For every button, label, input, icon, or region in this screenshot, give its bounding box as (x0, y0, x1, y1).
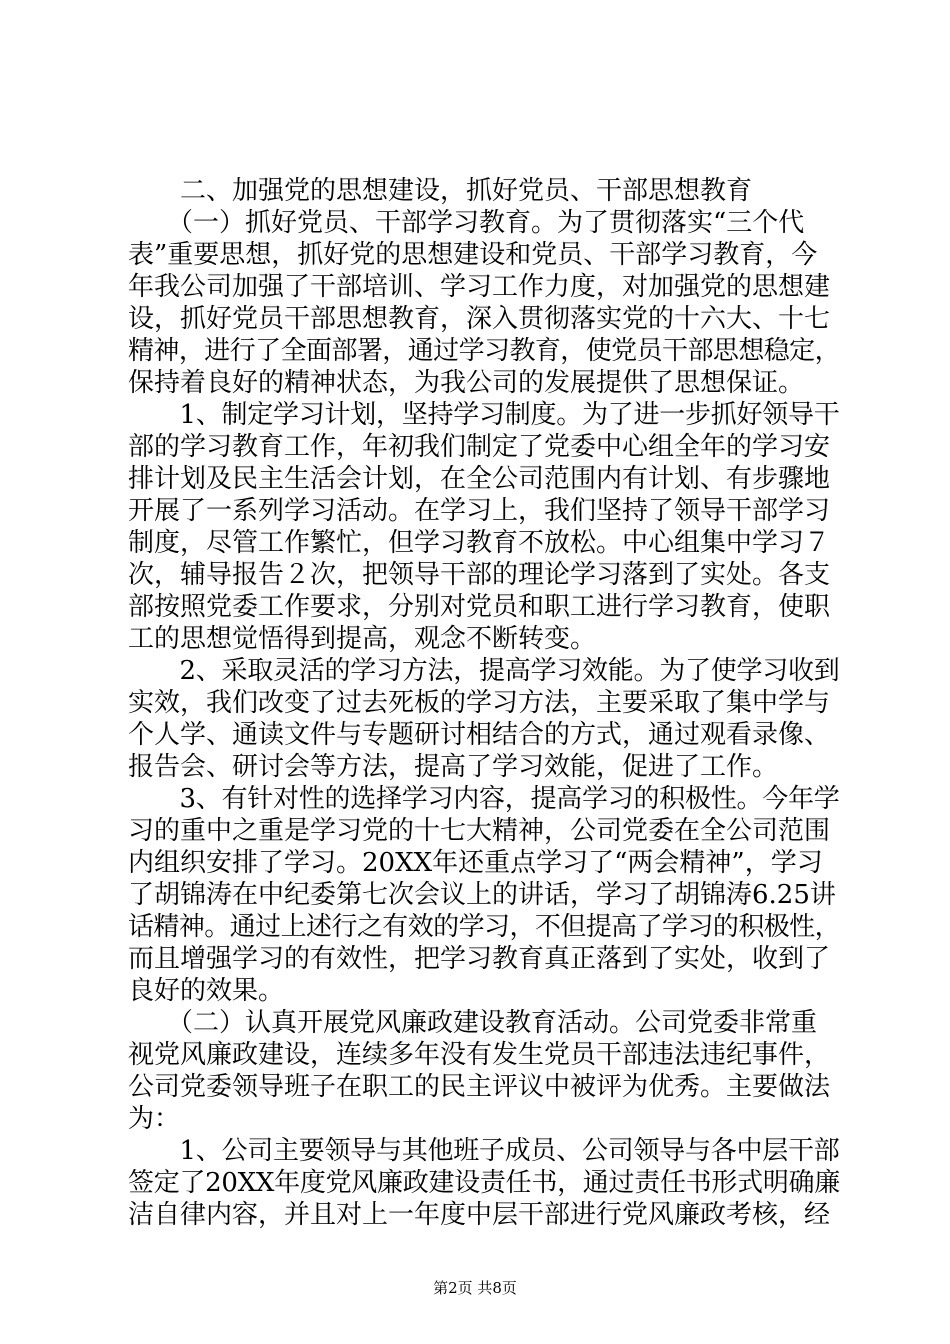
text-line: 而且增强学习的有效性，把学习教育真正落到了实处，收到了 (128, 944, 831, 974)
document-body (128, 175, 840, 1231)
text-line: 视党风廉政建设，连续多年没有发生党员干部违法违纪事件， (128, 1040, 831, 1070)
text-line: 2、采取灵活的学习方法，提高学习效能。为了使学习收到 (128, 656, 840, 686)
text-line: 次，辅导报告２次，把领导干部的理论学习落到了实处。各支 (128, 560, 831, 590)
text-line: 报告会、研讨会等方法，提高了学习效能，促进了工作。 (128, 752, 779, 782)
text-line: 公司党委领导班子在职工的民主评议中被评为优秀。主要做法 (128, 1072, 831, 1102)
text-line: 制度，尽管工作繁忙，但学习教育不放松。中心组集中学习７ (128, 528, 831, 558)
text-line: 习的重中之重是学习党的十七大精神，公司党委在全公司范围 (128, 816, 831, 846)
text-line: 设，抓好党员干部思想教育，深入贯彻落实党的十六大、十七 (128, 304, 831, 334)
text-line: 表”重要思想，抓好党的思想建设和党员、干部学习教育，今 (128, 240, 818, 270)
text-line: 内组织安排了学习。20XX年还重点学习了“两会精神”，学习 (128, 848, 823, 878)
text-line: 1、制定学习计划，坚持学习制度。为了进一步抓好领导干 (128, 400, 840, 430)
text-line: 年我公司加强了干部培训、学习工作力度，对加强党的思想建 (128, 272, 831, 302)
text-line: 良好的效果。 (128, 976, 285, 1006)
text-line: 开展了一系列学习活动。在学习上，我们坚持了领导干部学习 (128, 496, 831, 526)
text-line: 工的思想觉悟得到提高，观念不断转变。 (128, 624, 597, 654)
text-line: 部的学习教育工作，年初我们制定了党委中心组全年的学习安 (128, 432, 831, 462)
text-line: 保持着良好的精神状态，为我公司的发展提供了思想保证。 (128, 368, 805, 398)
text-line: 签定了20XX年度党风廉政建设责任书，通过责任书形式明确廉 (128, 1168, 840, 1198)
text-line: 个人学、通读文件与专题研讨相结合的方式，通过观看录像、 (128, 720, 831, 750)
text-line: 洁自律内容，并且对上一年度中层干部进行党风廉政考核，经 (128, 1200, 831, 1230)
text-line: 了胡锦涛在中纪委第七次会议上的讲话，学习了胡锦涛6.25讲 (128, 880, 836, 910)
text-line: 排计划及民主生活会计划，在全公司范围内有计划、有步骤地 (128, 464, 831, 494)
text-line: 二、加强党的思想建设，抓好党员、干部思想教育 (128, 176, 753, 206)
text-line: 3、有针对性的选择学习内容，提高学习的积极性。今年学 (128, 784, 840, 814)
text-line: 1、公司主要领导与其他班子成员、公司领导与各中层干部 (128, 1136, 840, 1166)
text-line: 为： (128, 1104, 181, 1134)
text-line: （二）认真开展党风廉政建设教育活动。公司党委非常重 (128, 1008, 818, 1038)
page-number-footer: 第2页 共8页 (433, 1279, 517, 1297)
text-line: 部按照党委工作要求，分别对党员和职工进行学习教育，使职 (128, 592, 831, 622)
text-line: 话精神。通过上述行之有效的学习，不但提高了学习的积极性， (128, 912, 841, 942)
text-line: 实效，我们改变了过去死板的学习方法，主要采取了集中学与 (128, 688, 831, 718)
text-line: 精神，进行了全面部署，通过学习教育，使党员干部思想稳定， (128, 336, 841, 366)
text-line: （一）抓好党员、干部学习教育。为了贯彻落实“三个代 (128, 208, 805, 238)
